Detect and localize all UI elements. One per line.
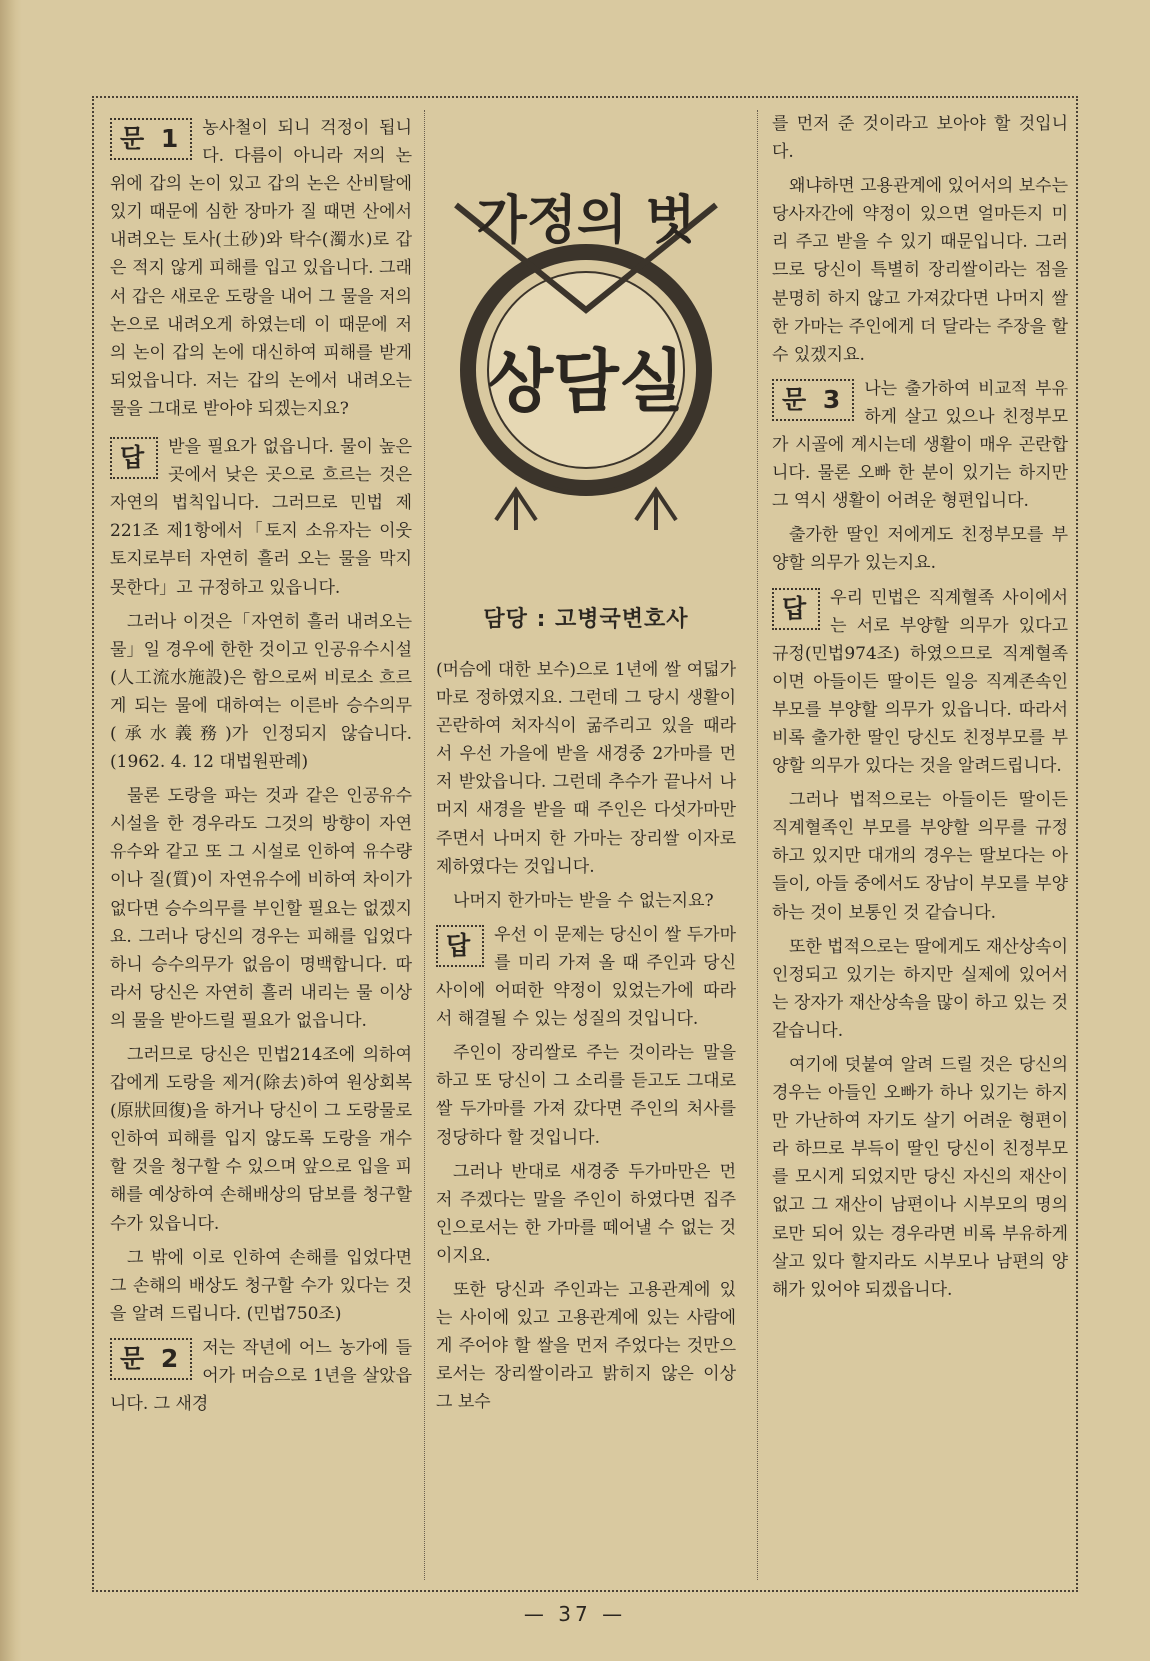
question-1-label: 문 1 [110,118,192,160]
question-3-text: 출가한 딸인 저에게도 친정부모를 부양할 의무가 있는지요. [772,525,1068,574]
question-2-label: 문 2 [110,1338,192,1380]
answer-3-paragraph: 그러나 법적으로는 아들이든 딸이든 직계혈족인 부모를 부양할 의무를 규정하고 있지만 대개의 경우는 딸보다는 아들이, 아들 중에서도 장남이 부모를 부양하는 것이 보통인 것 같습니다. [772,790,1068,923]
page-number: — 37 — [523,1602,627,1626]
page-binding-shadow [0,0,22,1661]
question-3-label: 문 3 [772,379,854,421]
logo-emblem [436,110,736,590]
answer-2-paragraph: 그러나 반대로 새경중 두가마만은 먼저 주겠다는 말을 주인이 하였다면 집주인으로서는 한 가마를 떼어낼 수 없는 것이지요. [436,1161,736,1266]
answer-2-paragraph: 왜냐하면 고용관계에 있어서의 보수는 당사자간에 약정이 있으면 얼마든지 미리 주고 받을 수 있기 때문입니다. 그러므로 당신이 특별히 장리쌀이라는 점을 분명히 하지 않고 가져갔다면 나머지 쌀 한 가마는 주인에게 더 달라는 주장을 할 수 있겠지요. [772,176,1068,365]
answer-3 [772,584,1068,787]
answer-1-paragraph: 그러나 이것은「자연히 흘러 내려오는 물」일 경우에 한한 것이고 인공유수시설(人工流水施設)은 함으로써 비로소 흐르게 되는 물에 대하여는 이른바 승수의무(承水義務)가 인정되지 않습니다. (1962. 4. 12 대법원판례) [110,611,412,773]
answer-2 [436,921,736,1039]
question-1-text: 농사철이 되니 걱정이 됩니다. 다름이 아니라 저의 논 위에 갑의 논이 있고 갑의 논은 산비탈에 있기 때문에 심한 장마가 질 때면 산에서 내려오는 토사(土砂)와 탁수(濁水)로 갑은 적지 않게 피해를 입고 있읍니다. 그래서 갑은 새로운 도랑을 내어 그 물을 저의 논으로 내려오게 하였는데 이 때문에 저의 논이 갑의 논에 대신하여 피해를 받게 되었읍니다. 저는 갑의 논에서 내려오는 물을 그대로 받아야 되겠는지요? [110,118,412,419]
column-logo [436,110,736,590]
answer-2-label: 답 [436,925,484,967]
column-3 [772,110,1068,1310]
answer-1-label: 답 [110,437,158,479]
answer-2-paragraph: 우선 이 문제는 당신이 쌀 두가마를 미리 가져 올 때 주인과 당신 사이에 어떠한 약정이 있었는가에 따라서 해결될 수 있는 성질의 것입니다. [436,924,736,1030]
question-3-text: 나는 출가하여 비교적 부유하게 살고 있으나 친정부모가 시골에 계시는데 생활이 매우 곤란합니다. 물론 오빠 한 분이 있기는 하지만 그 역시 생활이 어려운 형편입니다. [772,378,1068,512]
logo-title-top: 가정의 벗 [476,191,696,251]
column-divider [757,110,758,1580]
answer-2-paragraph: 또한 당신과 주인과는 고용관계에 있는 사이에 있고 고용관계에 있는 사람에게 주어야 할 쌀을 먼저 주었다는 것만으로서는 장리쌀이라고 밝히지 않은 이상 그 보수 [436,1279,736,1413]
column-divider [424,110,425,1580]
question-2-continued: (머슴에 대한 보수)으로 1년에 쌀 여덟가마로 정하였지요. 그런데 그 당시 생활이 곤란하여 처자식이 굶주리고 있을 때라서 우선 가을에 받을 새경중 2가마를 먼저 받았읍니다. 그런데 추수가 끝나서 나머지 새경을 받을 때 주인은 다섯가마만 주면서 나머지 한 가마는 장리쌀 이자로 제하였다는 것입니다. [436,660,736,877]
answer-2-paragraph: 주인이 장리쌀로 주는 것이라는 말을 하고 또 당신이 그 소리를 듣고도 그대로 쌀 두가마를 가져 갔다면 주인의 처사를 정당하다 할 것입니다. [436,1043,736,1148]
answer-3-paragraph: 또한 법적으로는 딸에게도 재산상속이 인정되고 있기는 하지만 실제에 있어서는 장자가 재산상속을 많이 하고 있는 것 같습니다. [772,936,1068,1041]
question-1 [110,114,412,429]
answer-1 [110,433,412,608]
logo-title-main: 상담실 [487,343,685,422]
column-2 [436,656,736,1422]
answer-1-paragraph: 그러므로 당신은 민법214조에 의하여 갑에게 도랑을 제거(除去)하여 원상회복(原狀回復)을 하거나 당신이 그 도랑물로 인하여 피해를 입지 않도록 도랑을 개수할 것을 청구할 수 있으며 앞으로 입을 피해를 예상하여 손해배상의 담보를 청구할 수가 있읍니다. [110,1045,412,1234]
question-2-text: 저는 작년에 어느 농가에 들어가 머슴으로 1년을 살았읍니다. 그 새경 [110,1337,412,1415]
question-3 [772,375,1068,521]
answer-2-continued: 를 먼저 준 것이라고 보아야 할 것입니다. [772,114,1068,163]
byline: 담당 : 고병국변호사 [483,607,689,632]
answer-1-paragraph: 그 밖에 이로 인하여 손해를 입었다면 그 손해의 배상도 청구할 수가 있다는 것을 알려 드립니다. (민법750조) [110,1247,412,1324]
question-2 [110,1334,412,1424]
answer-1-paragraph: 받을 필요가 없읍니다. 물이 높은 곳에서 낮은 곳으로 흐르는 것은 자연의 법칙입니다. 그러므로 민법 제221조 제1항에서「토지 소유자는 이웃 토지로부터 자연히 흘러 오는 물을 막지 못한다」고 규정하고 있읍니다. [110,437,412,598]
column-1 [110,110,412,1424]
answer-3-paragraph: 우리 민법은 직계혈족 사이에서는 서로 부양할 의무가 있다고 규정(민법974조) 하였으므로 직계혈족이면 아들이든 딸이든 일응 직계존속인 부모를 부양할 의무가 있읍니다. 따라서 비록 출가한 딸인 당신도 친정부모를 부양할 의무가 있다는 것을 알려드립니다. [772,587,1068,777]
answer-3-label: 답 [772,588,820,630]
answer-3-paragraph: 여기에 덧붙여 알려 드릴 것은 당신의 경우는 아들인 오빠가 하나 있기는 하지만 가난하여 자기도 살기 어려운 형편이라 하므로 부득이 딸인 당신이 친정부모를 모시게 되었지만 당신 자신의 재산이 없고 그 재산이 남편이나 시부모의 명의로만 되어 있는 경우라면 비록 부유하게 살고 있다 할지라도 시부모나 남편의 양해가 있어야 되겠읍니다. [772,1055,1068,1300]
answer-1-paragraph: 물론 도랑을 파는 것과 같은 인공유수시설을 한 경우라도 그것의 방향이 자연유수와 같고 또 그 시설로 인하여 유수량이나 질(質)이 자연유수에 비하여 차이가 없다면 승수의무를 부인할 필요는 없겠지요. 그러나 당신의 경우는 피해를 입었다 하니 승수의무가 없음이 명백합니다. 따라서 당신은 자연히 흘러 내리는 물 이상의 물을 받아드릴 필요가 없읍니다. [110,786,412,1031]
question-2-end: 나머지 한가마는 받을 수 없는지요? [453,890,714,911]
